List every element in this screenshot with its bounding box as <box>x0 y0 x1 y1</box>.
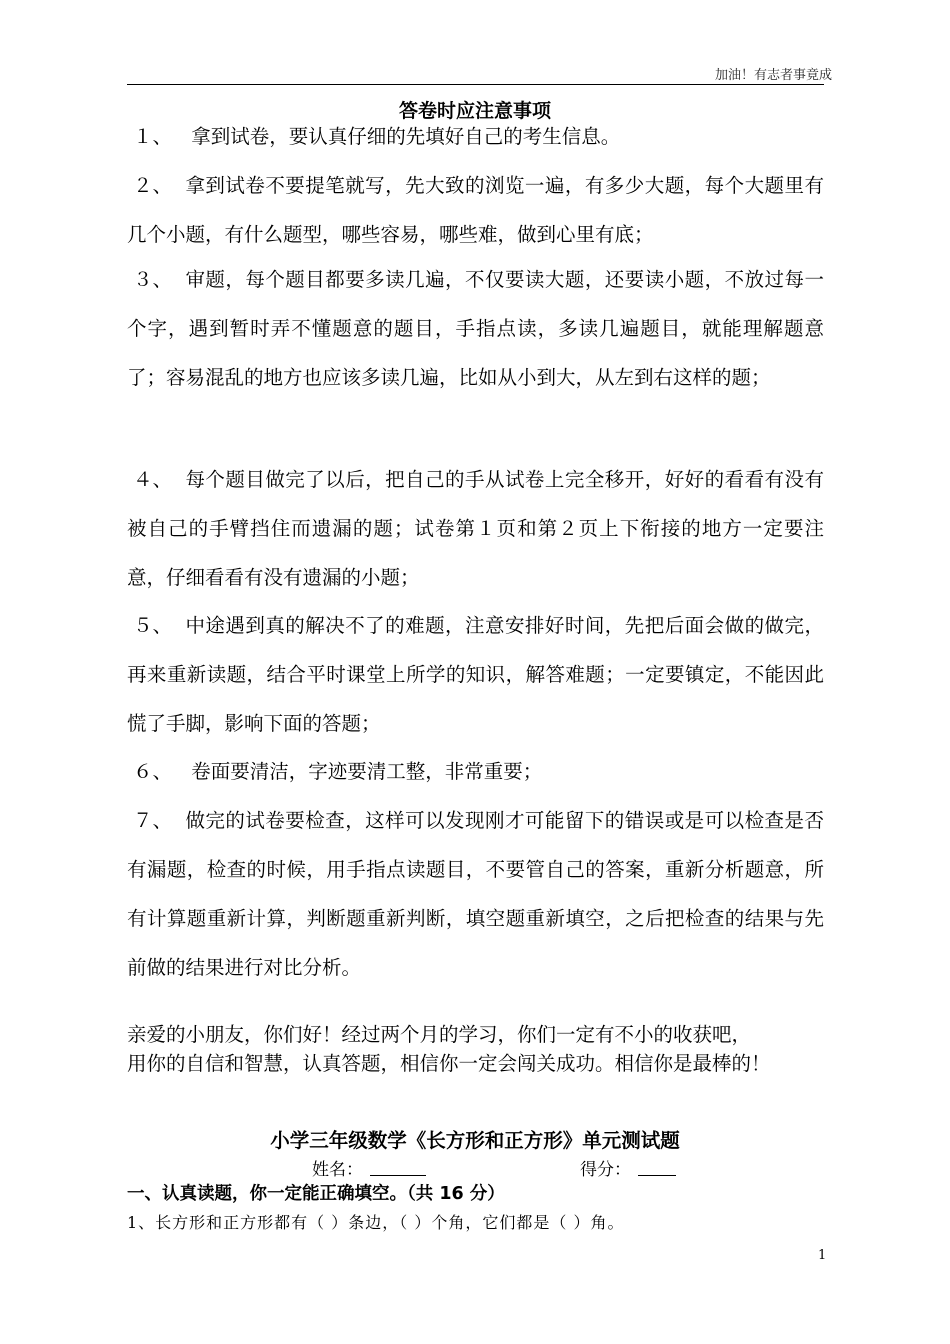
notice-item-text: 卷面要清洁，字迹要清工整，非常重要； <box>185 760 543 783</box>
name-blank[interactable] <box>370 1175 426 1176</box>
header-rule <box>127 84 824 85</box>
notice-item-3 <box>127 255 824 402</box>
question-1: 1、长方形和正方形都有（ ）条边，（ ）个角，它们都是（ ）角。 <box>127 1213 625 1232</box>
notice-item-text: 审题，每个题目都要多读几遍，不仅要读大题，还要读小题，不放过每一个字，遇到暂时弄不懂题意的题目，手指点读，多读几遍题目，就能理解题意了；容易混乱的地方也应该多读几遍，比如从小到大，从左到右这样的题； <box>127 268 824 389</box>
notice-item-1 <box>127 112 824 161</box>
notice-item-number: ３、 <box>133 268 173 291</box>
test-title: 小学三年级数学《长方形和正方形》单元测试题 <box>270 1129 680 1152</box>
notice-item-number: ４、 <box>133 468 173 491</box>
notice-item-number: ２、 <box>133 174 173 197</box>
notice-item-text: 每个题目做完了以后，把自己的手从试卷上完全移开，好好的看看有没有被自己的手臂挡住而遗漏的题；试卷第１页和第２页上下衔接的地方一定要注意，仔细看看有没有遗漏的小题； <box>127 468 824 589</box>
notice-item-7 <box>127 796 824 992</box>
notice-item-2 <box>127 161 824 259</box>
notice-item-number: ５、 <box>133 614 173 637</box>
greeting-line-1: 亲爱的小朋友，你们好！经过两个月的学习，你们一定有不小的收获吧， <box>127 1023 752 1046</box>
notice-item-number: ７、 <box>133 809 173 832</box>
page-number: 1 <box>818 1248 827 1263</box>
notice-item-text: 中途遇到真的解决不了的难题，注意安排好时间，先把后面会做的做完，再来重新读题，结合平时课堂上所学的知识，解答难题；一定要镇定，不能因此慌了手脚，影响下面的答题； <box>127 614 824 735</box>
notice-item-text: 拿到试卷，要认真仔细的先填好自己的考生信息。 <box>185 125 621 148</box>
notice-item-5 <box>127 601 824 748</box>
score-blank[interactable] <box>638 1175 676 1176</box>
notice-item-number: ６、 <box>133 760 173 783</box>
greeting <box>127 1020 847 1078</box>
notice-item-text: 拿到试卷不要提笔就写，先大致的浏览一遍，有多少大题，每个大题里有几个小题，有什么题型，哪些容易，哪些难，做到心里有底； <box>127 174 824 246</box>
notice-item-text: 做完的试卷要检查，这样可以发现刚才可能留下的错误或是可以检查是否有漏题，检查的时候，用手指点读题目，不要管自己的答案，重新分析题意，所有计算题重新计算，判断题重新判断，填空题重新填空，之后把检查的结果与先前做的结果进行对比分析。 <box>127 809 824 979</box>
notice-item-4 <box>127 455 824 602</box>
header-motto: 加油！有志者事竟成 <box>714 68 832 83</box>
section-1-heading: 一、认真读题，你一定能正确填空。（共 16 分） <box>127 1184 505 1204</box>
greeting-line-2: 用你的自信和智慧，认真答题，相信你一定会闯关成功。相信你是最棒的！ <box>127 1052 771 1075</box>
score-label: 得分： <box>580 1160 631 1180</box>
notice-item-number: １、 <box>133 125 173 148</box>
notice-item-6 <box>127 747 824 796</box>
notice-title: 答卷时应注意事项 <box>398 100 551 122</box>
name-label: 姓名： <box>312 1160 363 1180</box>
